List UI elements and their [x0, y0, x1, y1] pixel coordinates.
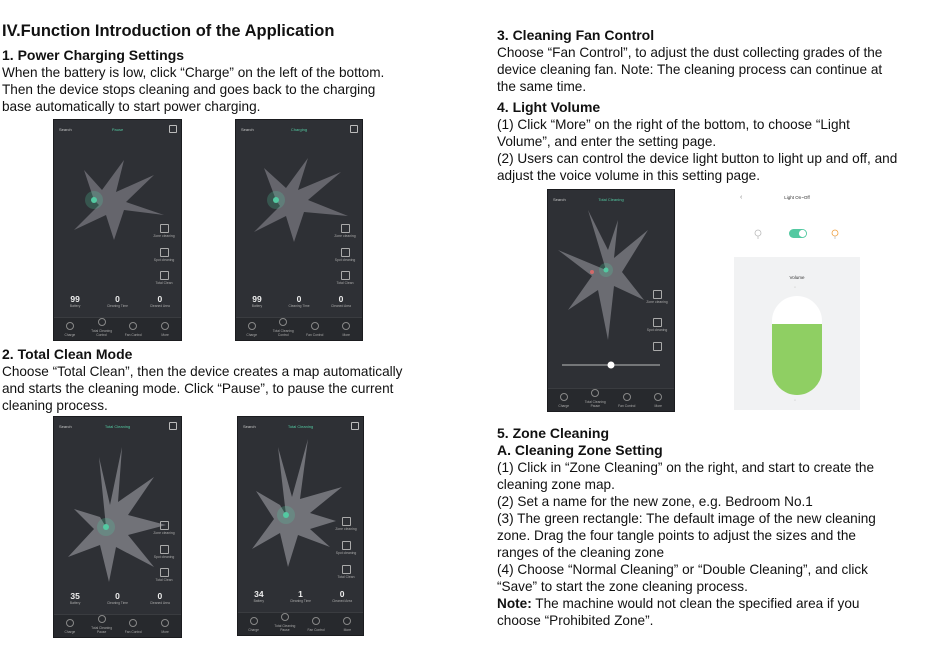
- text-line: ranges of the cleaning zone: [497, 545, 665, 560]
- settings-icon[interactable]: [169, 125, 177, 133]
- button-label: Total Clean: [336, 281, 354, 285]
- bottom-toolbar: [54, 614, 181, 637]
- spot-cleaning-button[interactable]: [332, 541, 360, 555]
- stat-label: Cleaning Time: [106, 304, 129, 308]
- battery-value: 99: [70, 294, 80, 304]
- text-line: (2) Set a name for the new zone, e.g. Bedroom No.1: [497, 494, 813, 509]
- nav-label[interactable]: Search: [59, 424, 72, 429]
- area-stat: [322, 589, 362, 603]
- nav-label[interactable]: Search: [243, 424, 256, 429]
- app-screenshot-pause: [53, 119, 182, 341]
- stats-row: [236, 294, 362, 308]
- settings-icon[interactable]: [169, 422, 177, 430]
- fan-control-button[interactable]: [121, 322, 145, 340]
- area-value: 0: [157, 294, 163, 304]
- back-arrow-icon[interactable]: ‹: [740, 194, 743, 201]
- nav-label[interactable]: Search: [553, 197, 566, 202]
- light-off-icon: [755, 230, 761, 239]
- nav-label[interactable]: Search: [59, 127, 72, 132]
- settings-title: Light On~Off: [784, 195, 810, 200]
- text-line: Choose “Fan Control”, to adjust the dust collecting grades of the: [497, 45, 883, 60]
- play-icon: [98, 318, 106, 326]
- button-label: Fan Control: [124, 630, 142, 634]
- area-stat: [140, 294, 180, 308]
- stat-label: Cleaned Area: [332, 599, 353, 603]
- charge-button[interactable]: [240, 322, 264, 340]
- text-line: (1) Click in “Zone Cleaning” on the right, and start to create the: [497, 460, 875, 475]
- fan-control-button[interactable]: [121, 619, 145, 637]
- status-title: Charging: [290, 127, 308, 132]
- button-label: Total Cleaning Pause: [91, 626, 113, 634]
- text-line: the same time.: [497, 79, 587, 94]
- text-line: cleaning process.: [2, 398, 108, 413]
- area-stat: [140, 591, 180, 605]
- zone-cleaning-button[interactable]: [150, 521, 178, 535]
- total-clean-heading: 2. Total Clean Mode: [2, 346, 133, 362]
- bottom-toolbar: [54, 317, 181, 340]
- battery-value: 34: [254, 589, 264, 599]
- button-label: Zone cleaning: [334, 234, 356, 238]
- stat-label: Cleaning Time: [288, 304, 310, 308]
- charge-icon: [248, 322, 256, 330]
- stat-label: Battery: [253, 599, 265, 603]
- zone-cleaning-heading: 5. Zone Cleaning: [497, 425, 610, 441]
- button-label: Charge: [558, 404, 570, 408]
- spot-icon: [160, 545, 169, 554]
- more-button[interactable]: [335, 617, 359, 635]
- time-stat: [280, 589, 320, 603]
- button-label: Fan Control: [307, 628, 325, 632]
- fan-control-text: [497, 44, 913, 95]
- zone-cleaning-text: [497, 459, 913, 629]
- fan-control-button[interactable]: [615, 393, 639, 411]
- time-value: 0: [115, 591, 120, 601]
- status-title: Total Cleaning: [104, 424, 131, 429]
- app-screenshot-total-cleaning: [53, 416, 182, 638]
- stat-label: Battery: [69, 601, 81, 605]
- spot-icon: [160, 248, 169, 257]
- stat-label: Cleaning Time: [106, 601, 129, 605]
- total-cleaning-pause-button[interactable]: [583, 389, 607, 411]
- fan-icon: [311, 322, 319, 330]
- area-stat: [321, 294, 361, 308]
- settings-icon[interactable]: [351, 422, 359, 430]
- total-clean-button[interactable]: [643, 342, 671, 352]
- power-charging-text: [2, 64, 418, 115]
- total-clean-text: [2, 363, 418, 414]
- zone-cleaning-button[interactable]: [643, 290, 671, 304]
- total-cleaning-pause-button[interactable]: [90, 615, 114, 637]
- charge-icon: [66, 322, 74, 330]
- spot-cleaning-button[interactable]: [331, 248, 359, 262]
- text-line: adjust the voice volume in this setting page.: [497, 168, 760, 183]
- zone-cleaning-button[interactable]: [331, 224, 359, 238]
- text-line: and starts the cleaning mode. Click “Pause”, to pause the current: [2, 381, 394, 396]
- volume-down-icon: ◦: [794, 398, 797, 404]
- more-icon: [342, 322, 350, 330]
- time-value: 0: [296, 294, 302, 304]
- fan-icon: [312, 617, 320, 625]
- button-label: Fan Control: [618, 404, 636, 408]
- bottom-toolbar: [236, 317, 362, 340]
- button-label: Total Cleaning Control: [272, 329, 294, 337]
- app-screenshot-total-cleaning-2: [237, 416, 364, 636]
- zone-setting-subheading: A. Cleaning Zone Setting: [497, 442, 663, 458]
- app-top-bar: [236, 120, 362, 138]
- text-line: (1) Click “More” on the right of the bottom, to choose “Light: [497, 117, 850, 132]
- stats-row: [54, 591, 181, 605]
- charge-button[interactable]: [58, 322, 82, 340]
- more-button[interactable]: [334, 322, 358, 340]
- note-label: Note:: [497, 596, 532, 611]
- text-line: base automatically to start power charging.: [2, 99, 261, 114]
- stat-label: Battery: [69, 304, 81, 308]
- battery-stat: [239, 589, 279, 603]
- volume-level-fill: [772, 324, 822, 395]
- more-button[interactable]: [153, 619, 177, 637]
- text-line: cleaning zone map.: [497, 477, 615, 492]
- volume-slider[interactable]: [772, 296, 822, 395]
- app-screenshot-charging: [235, 119, 363, 341]
- expand-icon: [341, 271, 350, 280]
- fan-control-heading: 3. Cleaning Fan Control: [497, 27, 655, 43]
- button-label: Charge: [64, 630, 76, 634]
- stat-label: Cleaned Area: [331, 304, 351, 308]
- spot-cleaning-button[interactable]: [643, 318, 671, 332]
- area-value: 0: [157, 591, 163, 601]
- button-label: Total Clean: [155, 281, 173, 285]
- text-line: (4) Choose “Normal Cleaning” or “Double Cleaning”, and click: [497, 562, 868, 577]
- volume-panel: [734, 257, 860, 410]
- more-icon: [161, 619, 169, 627]
- section-title: IV.Function Introduction of the Application: [2, 22, 335, 40]
- button-label: More: [161, 630, 169, 634]
- spot-cleaning-button[interactable]: [150, 248, 178, 262]
- total-clean-button[interactable]: [150, 271, 178, 285]
- fan-control-button[interactable]: [303, 322, 327, 340]
- play-icon: [279, 318, 287, 326]
- text-line: When the battery is low, click “Charge” on the left of the bottom.: [2, 65, 385, 80]
- button-label: Spot cleaning: [335, 551, 357, 555]
- total-clean-button[interactable]: [332, 565, 360, 579]
- nav-label[interactable]: Search: [241, 127, 254, 132]
- zone-icon: [342, 517, 351, 526]
- time-value: 1: [298, 589, 303, 599]
- area-value: 0: [338, 294, 344, 304]
- time-stat: [279, 294, 319, 308]
- app-top-bar: [548, 190, 674, 208]
- button-label: More: [342, 333, 350, 337]
- button-label: Total Clean: [155, 578, 173, 582]
- button-label: Zone cleaning: [335, 527, 357, 531]
- power-charging-heading: 1. Power Charging Settings: [2, 47, 185, 63]
- spot-icon: [653, 318, 662, 327]
- more-icon: [654, 393, 662, 401]
- volume-label: Volume: [789, 275, 805, 280]
- button-label: More: [343, 628, 352, 632]
- button-label: Charge: [248, 628, 260, 632]
- spot-icon: [341, 248, 350, 257]
- app-screenshot-fan-control: [547, 189, 675, 412]
- pause-icon: [98, 615, 106, 623]
- light-volume-heading: 4. Light Volume: [497, 99, 601, 115]
- pause-icon: [281, 613, 289, 621]
- button-label: Total Cleaning Pause: [584, 400, 606, 408]
- more-icon: [161, 322, 169, 330]
- expand-icon: [653, 342, 662, 351]
- text-line: zone. Drag the four tangle points to adjust the sizes and the: [497, 528, 856, 543]
- more-button[interactable]: [646, 393, 670, 411]
- fan-icon: [129, 322, 137, 330]
- stat-label: Battery: [251, 304, 263, 308]
- area-value: 0: [339, 589, 345, 599]
- button-label: Spot cleaning: [334, 258, 356, 262]
- total-cleaning-control-button[interactable]: [271, 318, 295, 340]
- fan-icon: [623, 393, 631, 401]
- text-line: Volume”, and enter the setting page.: [497, 134, 717, 149]
- stat-label: Cleaning Time: [289, 599, 312, 603]
- text-line: (2) Users can control the device light button to light up and off, and: [497, 151, 898, 166]
- spot-cleaning-button[interactable]: [150, 545, 178, 559]
- bottom-toolbar: [548, 388, 674, 411]
- spot-icon: [342, 541, 351, 550]
- status-title: Total Cleaning: [598, 197, 624, 202]
- stats-row: [238, 589, 363, 603]
- time-stat: [97, 591, 137, 605]
- button-label: Total Cleaning Control: [91, 329, 113, 337]
- button-label: Total Cleaning Pause: [274, 624, 296, 632]
- zone-icon: [653, 290, 662, 299]
- stats-row: [54, 294, 181, 308]
- battery-value: 99: [252, 294, 262, 304]
- button-label: Zone cleaning: [153, 234, 175, 238]
- total-clean-button[interactable]: [150, 568, 178, 582]
- text-line: device cleaning fan. Note: The cleaning process can continue at: [497, 62, 883, 77]
- settings-icon[interactable]: [350, 125, 358, 133]
- app-screenshot-light-volume: [734, 189, 860, 410]
- more-icon: [343, 617, 351, 625]
- text-line: Choose “Total Clean”, then the device creates a map automatically: [2, 364, 403, 379]
- light-toggle-row: [734, 189, 860, 257]
- battery-value: 35: [70, 591, 80, 601]
- text-line: “Save” to start the zone cleaning process.: [497, 579, 748, 594]
- text-line: Then the device stops cleaning and goes back to the charging: [2, 82, 376, 97]
- zone-icon: [160, 521, 169, 530]
- total-clean-button[interactable]: [331, 271, 359, 285]
- status-title: Total Cleaning: [287, 424, 314, 429]
- expand-icon: [160, 568, 169, 577]
- app-top-bar: [54, 417, 181, 435]
- zone-icon: [341, 224, 350, 233]
- bottom-toolbar: [238, 612, 363, 635]
- light-volume-text: [497, 116, 913, 184]
- pause-icon: [591, 389, 599, 397]
- charge-button[interactable]: [552, 393, 576, 411]
- button-label: Charge: [64, 333, 76, 337]
- button-label: Zone cleaning: [153, 531, 175, 535]
- charge-icon: [250, 617, 258, 625]
- battery-stat: [55, 591, 95, 605]
- status-title: Pause: [111, 127, 124, 132]
- button-label: Charge: [246, 333, 258, 337]
- battery-stat: [55, 294, 95, 308]
- stat-label: Cleaned Area: [149, 601, 170, 605]
- button-label: Total Clean: [337, 575, 355, 579]
- light-on-icon: [832, 230, 838, 239]
- button-label: Fan Control: [306, 333, 324, 337]
- charge-button[interactable]: [58, 619, 82, 637]
- zone-cleaning-button[interactable]: [150, 224, 178, 238]
- total-cleaning-pause-button[interactable]: [273, 613, 297, 635]
- app-top-bar: [238, 417, 363, 435]
- time-value: 0: [115, 294, 120, 304]
- app-top-bar: [54, 120, 181, 138]
- charge-icon: [66, 619, 74, 627]
- expand-icon: [160, 271, 169, 280]
- more-button[interactable]: [153, 322, 177, 340]
- charge-button[interactable]: [242, 617, 266, 635]
- light-toggle-switch: [789, 229, 807, 238]
- note-text-2: choose “Prohibited Zone”.: [497, 613, 654, 628]
- button-label: Spot cleaning: [153, 555, 175, 559]
- button-label: Fan Control: [124, 333, 142, 337]
- fan-control-button[interactable]: [304, 617, 328, 635]
- volume-up-icon: ◦: [794, 285, 797, 291]
- time-stat: [97, 294, 137, 308]
- fan-icon: [129, 619, 137, 627]
- total-cleaning-control-button[interactable]: [90, 318, 114, 340]
- expand-icon: [342, 565, 351, 574]
- note-text: The machine would not clean the specified area if you: [531, 596, 860, 611]
- button-label: Spot cleaning: [646, 328, 668, 332]
- button-label: More: [654, 404, 662, 408]
- charge-icon: [560, 393, 568, 401]
- zone-icon: [160, 224, 169, 233]
- text-line: (3) The green rectangle: The default image of the new cleaning: [497, 511, 876, 526]
- stat-label: Cleaned Area: [149, 304, 170, 308]
- button-label: Zone cleaning: [646, 300, 668, 304]
- battery-stat: [237, 294, 277, 308]
- zone-cleaning-button[interactable]: [332, 517, 360, 531]
- button-label: Spot cleaning: [153, 258, 175, 262]
- button-label: More: [161, 333, 169, 337]
